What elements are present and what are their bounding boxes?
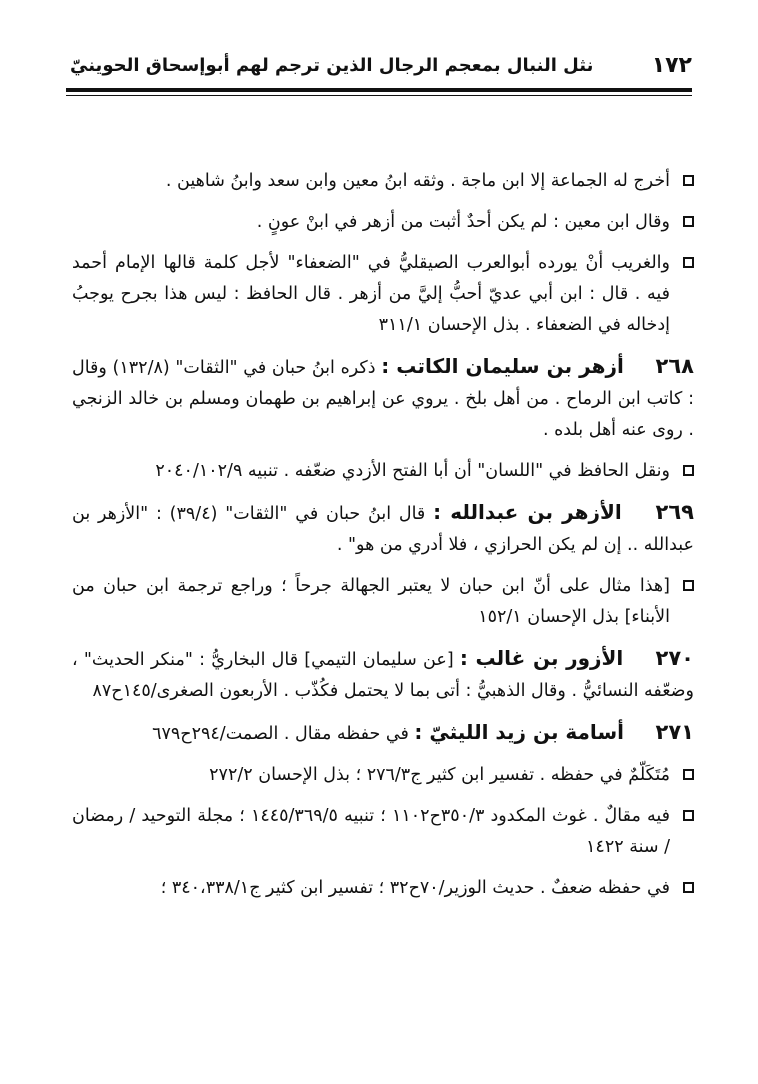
checkbox-bullet-icon [683,465,694,476]
bullet-paragraph [72,248,694,341]
bullet-paragraph [72,760,694,791]
page-header [70,46,692,84]
entry-name: الأزور بن غالب : [459,646,624,670]
entry-text: [عن سليمان التيمي] قال البخاريُّ : "منكر الحديث" ، وضعّفه النسائيُّ . وقال الذهبيُّ : أتى بما لا يحتمل فكُذّب . الأربعون الصغرى/١٤٥ح٨٧ [72,650,694,701]
bullet-text: [هذا مثال على أنّ ابن حبان لا يعتبر الجهالة جرحاً ؛ وراجع ترجمة ابن حبان من الأبناء] بذل الإحسان ١٥٢/١ [72,576,670,627]
biography-entry [72,643,694,707]
entry-number: ٢٦٩ [655,500,694,524]
checkbox-bullet-icon [683,175,694,186]
checkbox-bullet-icon [683,769,694,780]
checkbox-bullet-icon [683,580,694,591]
bullet-paragraph [72,456,694,487]
biography-entry [72,351,694,446]
checkbox-bullet-icon [683,216,694,227]
bullet-text: والغريب أنْ يورده أبوالعرب الصيقليُّ في "الضعفاء" لأجل كلمة قالها الإمام أحمد فيه . قال : ابن أبي عديّ أحبُّ إليَّ من أزهر . قال الحافظ : ليس هذا بجرح يوجبُ إدخاله في الضعفاء . بذل الإحسان ٣١١/١ [72,253,670,335]
page-body [72,166,694,914]
bullet-paragraph [72,873,694,904]
bullet-text: في حفظه ضعفٌ . حديث الوزير/٧٠ح٣٢ ؛ تفسير ابن كثير ج٣٤٠،٣٣٨/١ ؛ [160,878,670,898]
entry-text: ذكره ابنُ حبان في "الثقات" (١٣٢/٨) وقال : كاتب ابن الرماح . من أهل بلخ . يروي عن إبراهيم بن طهمان ومسلم بن خالد الزنجي . روى عنه أهل بلده . [72,358,694,440]
checkbox-bullet-icon [683,810,694,821]
bullet-text: فيه مقالٌ . غوث المكدود ٣٥٠/٣ح١١٠٢ ؛ تنبيه ١٤٤٥/٣٦٩/٥ ؛ مجلة التوحيد / رمضان / سنة ١٤٢٢ [72,806,670,857]
bullet-paragraph [72,571,694,633]
page-number: ١٧٢ [651,52,692,78]
entry-number: ٢٦٨ [655,354,694,378]
biography-entry [72,497,694,561]
entry-text: في حفظه مقال . الصمت/٢٩٤ح٦٧٩ [152,724,409,744]
entry-name: أسامة بن زيد الليثيّ : [414,720,624,744]
header-rule-thin [66,95,692,96]
entry-number: ٢٧١ [655,720,694,744]
checkbox-bullet-icon [683,882,694,893]
running-title: نثل النبال بمعجم الرجال الذين ترجم لهم أبوإسحاق الحوينيّ [70,54,594,76]
entry-name: الأزهر بن عبدالله : [433,500,622,524]
bullet-text: وقال ابن معين : لم يكن أحدٌ أثبت من أزهر في ابنْ عونٍ . [256,212,670,232]
bullet-paragraph [72,207,694,238]
checkbox-bullet-icon [683,257,694,268]
bullet-paragraph [72,166,694,197]
biography-entry [72,717,694,750]
entry-text: قال ابنُ حبان في "الثقات" (٣٩/٤) : "الأزهر بن عبدالله .. إن لم يكن الحرازي ، فلا أدري من هو" . [72,504,694,555]
bullet-paragraph [72,801,694,863]
bullet-text: مُتَكَلّمٌ في حفظه . تفسير ابن كثير ج٢٧٦/٣ ؛ بذل الإحسان ٢٧٢/٢ [209,765,670,785]
entry-name: أزهر بن سليمان الكاتب : [381,354,624,378]
bullet-text: أخرج له الجماعة إلا ابن ماجة . وثقه ابنُ معين وابن سعد وابنُ شاهين . [165,171,670,191]
entry-number: ٢٧٠ [655,646,694,670]
header-rule-thick [66,88,692,92]
bullet-text: ونقل الحافظ في "اللسان" أن أبا الفتح الأزدي ضعّفه . تنبيه ٢٠٤٠/١٠٢/٩ [155,461,670,481]
